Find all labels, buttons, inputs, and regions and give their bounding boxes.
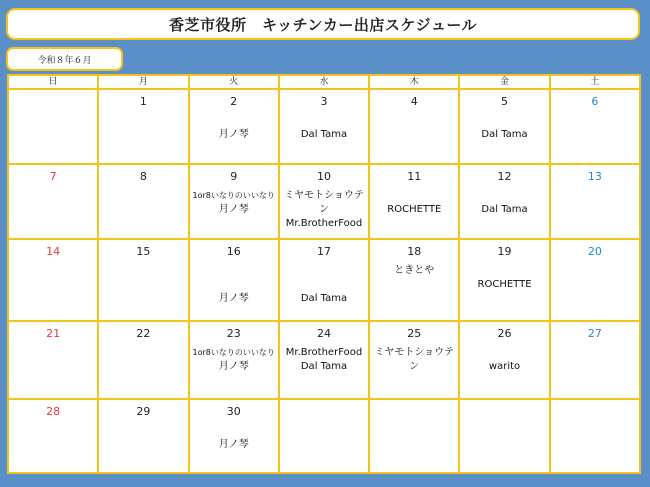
- weekday-tuesday: 火: [189, 75, 279, 89]
- day-number: 25: [407, 327, 422, 340]
- calendar-day-cell: [550, 239, 640, 321]
- day-events: [190, 424, 278, 452]
- calendar-day-cell: [8, 239, 98, 321]
- day-number: 15: [136, 245, 151, 258]
- day-number: 28: [46, 405, 61, 418]
- day-events: [280, 114, 368, 142]
- day-number: 12: [497, 170, 512, 183]
- calendar-day-cell: [8, 321, 98, 399]
- day-number: [370, 400, 458, 405]
- day-number: [9, 90, 97, 95]
- event-name: Dal Tama: [481, 129, 528, 140]
- weekday-wednesday: 水: [279, 75, 369, 89]
- event-name: 1or8いなりのいいなり: [192, 191, 275, 200]
- day-number: 11: [407, 170, 422, 183]
- event-name: ミヤモトショウテン: [374, 347, 455, 372]
- day-number: 21: [46, 327, 61, 340]
- event-name: [280, 278, 368, 292]
- calendar-day-cell: [550, 89, 640, 164]
- event-name: ときとや: [394, 265, 435, 276]
- calendar-day-cell: [98, 321, 188, 399]
- day-events: [190, 114, 278, 142]
- day-number: 22: [136, 327, 151, 340]
- event-name: Dal Tama: [481, 204, 528, 215]
- day-events: [280, 264, 368, 306]
- day-number: 16: [226, 245, 241, 258]
- event-name: [460, 114, 548, 128]
- calendar-table: [7, 74, 641, 474]
- day-number: 6: [591, 95, 599, 108]
- calendar-day-cell: [550, 164, 640, 239]
- day-number: 23: [226, 327, 241, 340]
- event-name: [190, 114, 278, 128]
- event-name: 月ノ琴: [218, 361, 249, 372]
- calendar-day-cell: [98, 164, 188, 239]
- day-events: [460, 189, 548, 217]
- day-number: [460, 400, 548, 405]
- day-number: 8: [139, 170, 147, 183]
- day-number: 27: [587, 327, 602, 340]
- event-name: Dal Tama: [300, 129, 348, 140]
- day-number: 1: [139, 95, 147, 108]
- day-events: [460, 346, 548, 374]
- calendar-day-cell: [189, 399, 279, 473]
- event-name: Mr.BrotherFood: [285, 347, 363, 358]
- weekday-monday: 月: [98, 75, 188, 89]
- event-name: [190, 264, 278, 278]
- event-name: [190, 424, 278, 438]
- calendar-week-row: [8, 164, 640, 239]
- day-number: 2: [230, 95, 238, 108]
- event-name: [280, 114, 368, 128]
- weekday-sunday: 日: [8, 75, 98, 89]
- day-events: [370, 346, 458, 374]
- day-number: 14: [46, 245, 61, 258]
- event-name: Dal Tama: [300, 293, 348, 304]
- calendar-week-row: [8, 321, 640, 399]
- day-events: [370, 264, 458, 278]
- calendar-day-cell: [279, 89, 369, 164]
- event-name: 月ノ琴: [218, 204, 249, 215]
- day-events: [460, 114, 548, 142]
- calendar-day-cell: [189, 164, 279, 239]
- calendar-day-cell: [369, 89, 459, 164]
- event-name: 月ノ琴: [218, 439, 249, 450]
- calendar-day-cell: [369, 164, 459, 239]
- event-name: ミヤモトショウテン: [284, 190, 364, 215]
- calendar-day-cell: [8, 164, 98, 239]
- weekday-friday: 金: [459, 75, 549, 89]
- calendar-day-cell: [8, 399, 98, 473]
- event-name: [280, 264, 368, 278]
- calendar-day-cell: [369, 399, 459, 473]
- day-number: 30: [226, 405, 241, 418]
- day-events: [190, 346, 278, 374]
- calendar-day-cell: [8, 89, 98, 164]
- day-number: 13: [587, 170, 602, 183]
- day-number: 10: [316, 170, 331, 183]
- calendar-week-row: [8, 89, 640, 164]
- event-name: warito: [488, 361, 521, 372]
- month-label: 令和８年６月: [6, 47, 123, 71]
- event-name: ROCHETTE: [387, 204, 442, 215]
- calendar-day-cell: [369, 239, 459, 321]
- calendar-day-cell: [459, 239, 549, 321]
- event-name: Dal Tama: [300, 361, 348, 372]
- calendar-day-cell: [189, 239, 279, 321]
- day-number: 20: [587, 245, 602, 258]
- event-name: ROCHETTE: [477, 279, 532, 290]
- day-events: [280, 189, 368, 231]
- calendar-day-cell: [279, 239, 369, 321]
- day-number: 26: [497, 327, 512, 340]
- day-number: 18: [407, 245, 422, 258]
- day-number: 19: [497, 245, 512, 258]
- calendar-day-cell: [279, 399, 369, 473]
- day-number: 24: [316, 327, 331, 340]
- calendar-day-cell: [279, 321, 369, 399]
- event-name: 月ノ琴: [218, 129, 249, 140]
- day-number: [280, 400, 368, 405]
- calendar-day-cell: [98, 89, 188, 164]
- event-name: 1or8いなりのいいなり: [192, 348, 275, 357]
- calendar-day-cell: [459, 164, 549, 239]
- day-events: [190, 189, 278, 217]
- weekday-thursday: 木: [369, 75, 459, 89]
- calendar-day-cell: [369, 321, 459, 399]
- calendar-day-cell: [189, 321, 279, 399]
- day-events: [280, 346, 368, 374]
- calendar-week-row: [8, 239, 640, 321]
- day-number: 17: [316, 245, 331, 258]
- day-number: 4: [410, 95, 418, 108]
- day-number: [551, 400, 639, 405]
- calendar-day-cell: [279, 164, 369, 239]
- day-number: 5: [501, 95, 509, 108]
- calendar-day-cell: [459, 399, 549, 473]
- day-events: [460, 264, 548, 292]
- day-number: 3: [320, 95, 328, 108]
- day-number: 7: [49, 170, 57, 183]
- calendar-day-cell: [98, 239, 188, 321]
- day-number: 9: [230, 170, 238, 183]
- event-name: Mr.BrotherFood: [285, 218, 363, 229]
- event-name: [460, 346, 548, 360]
- calendar-day-cell: [189, 89, 279, 164]
- day-events: [190, 264, 278, 306]
- calendar-day-cell: [459, 321, 549, 399]
- event-name: [460, 264, 548, 278]
- calendar-day-cell: [550, 321, 640, 399]
- event-name: [370, 189, 458, 203]
- calendar-day-cell: [459, 89, 549, 164]
- calendar-day-cell: [98, 399, 188, 473]
- weekday-header-row: [8, 75, 640, 89]
- schedule-title: 香芝市役所 キッチンカー出店スケジュール: [6, 8, 640, 40]
- weekday-saturday: 土: [550, 75, 640, 89]
- event-name: [190, 278, 278, 292]
- event-name: 月ノ琴: [218, 293, 249, 304]
- calendar-day-cell: [550, 399, 640, 473]
- calendar-week-row: [8, 399, 640, 473]
- day-events: [370, 189, 458, 217]
- event-name: [460, 189, 548, 203]
- day-number: 29: [136, 405, 151, 418]
